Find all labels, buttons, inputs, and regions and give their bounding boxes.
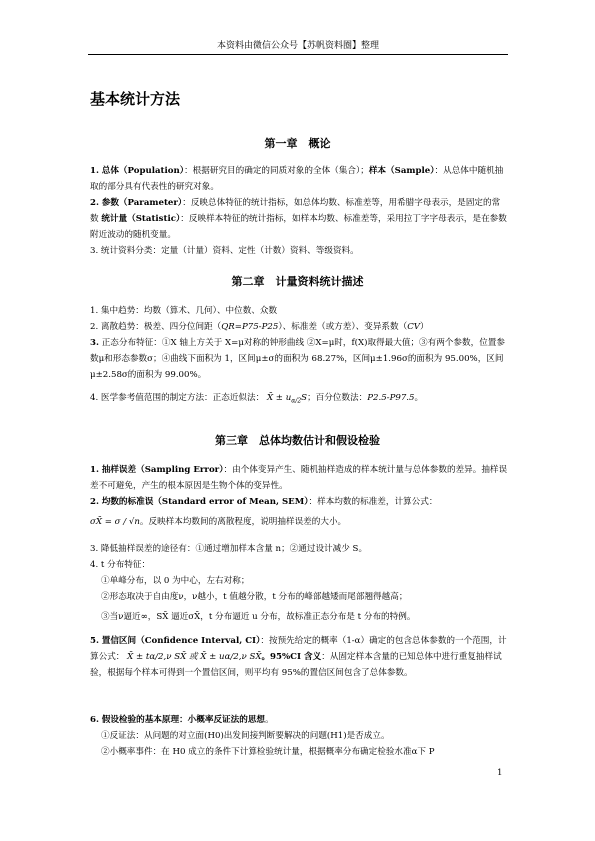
percentile-formula: P2.5-P97.5 bbox=[367, 393, 415, 403]
term-sampling-error: 抽样误差（Sampling Error） bbox=[101, 465, 224, 475]
item-number: 1. bbox=[90, 465, 99, 475]
term-statistic: 统计量（Statistic） bbox=[101, 214, 181, 224]
text-span: ；百分位数法： bbox=[307, 393, 368, 403]
ci-formula: X̄ ± tα/2,ν SX̄ 或 X̄ ± uα/2,ν SX̄ bbox=[127, 652, 262, 662]
normal-distribution-features: 正态分布特征：①X 轴上方关于 X=μ对称的钟形曲线 ②X=μ时，f(X)取得最大值；③有两个参数，位置参数μ和形态参数σ；④曲线下面积为 1，区间μ±σ的面积为 68.27%，区间μ±1.96σ的面积为 95.00%，区间μ±2.58σ的面积为 99.00%。 bbox=[90, 338, 505, 380]
item-number: 5. bbox=[90, 636, 99, 646]
item-number: 6. bbox=[90, 715, 99, 725]
item-number: 3. bbox=[90, 338, 99, 348]
ch2-paragraph-1: 1. 集中趋势：均数（算术、几何）、中位数、众数 bbox=[90, 306, 278, 316]
term-95ci: 。95%CI 含义 bbox=[261, 652, 322, 662]
item-number: 2. bbox=[90, 198, 99, 208]
definition-text: ：反映总体特征的统计指标，如总体均数、标准差等，用希腊字母表示，是固定的常数 bbox=[90, 198, 501, 224]
term-population: 总体（Population） bbox=[101, 166, 185, 176]
ch1-paragraph-1 bbox=[90, 163, 508, 195]
hypothesis-principle-1: ①反证法：从问题的对立面(H0)出发间接判断要解决的问题(H1)是否成立。 bbox=[101, 731, 390, 741]
term-standard-error: 均数的标准误（Standard error of Mean, SEM） bbox=[101, 497, 309, 507]
chapter-3-heading: 第三章 总体均数估计和假设检验 bbox=[215, 434, 380, 447]
ch3-paragraph-2 bbox=[90, 494, 508, 510]
formula-subscript: α/2 bbox=[291, 397, 302, 405]
text-span: 。 bbox=[265, 715, 274, 725]
chapter-2-heading: 第二章 计量资料统计描述 bbox=[231, 275, 364, 288]
text-span: 2. 离散趋势：极差、四分位间距（ bbox=[90, 322, 222, 332]
definition-text: ：从固定样本含量的已知总体中进行重复抽样试验，根据每个样本可得到一个置信区间，则平均有 95%的置信区间包含了总体参数。 bbox=[90, 652, 502, 678]
reference-range-formula bbox=[267, 393, 307, 403]
text-span: ） bbox=[420, 322, 429, 332]
term-confidence-interval: 置信区间（Confidence Interval, CI） bbox=[101, 636, 261, 646]
ch3-paragraph-4: 4. t 分布特征： bbox=[90, 560, 151, 570]
cv-symbol: CV bbox=[407, 322, 421, 332]
ch1-paragraph-2 bbox=[90, 195, 508, 243]
t-dist-feature-3: ③当ν逼近∞，SX̄ 逼近σX̄，t 分布逼近 u 分布，故标准正态分布是 t 分布的特例。 bbox=[101, 612, 416, 622]
ch3-paragraph-3: 3. 降低抽样误差的途径有：①通过增加样本含量 n；②通过设计减少 S。 bbox=[90, 544, 368, 554]
definition-text: ：从总体中随机抽取的部分具有代表性的研究对象。 bbox=[90, 166, 504, 192]
formula-part: S bbox=[301, 393, 308, 403]
formula-part: X̄ ± u bbox=[266, 393, 292, 403]
term-sample: 样本（Sample） bbox=[368, 166, 435, 176]
ch3-paragraph-6 bbox=[90, 712, 508, 728]
text-span: ）、标准差（或方差）、变异系数（ bbox=[278, 322, 408, 332]
ch3-paragraph-2b bbox=[90, 514, 508, 530]
hypothesis-principle-2: ②小概率事件：在 H0 成立的条件下计算检验统计量，根据概率分布确定检验水准α下 P bbox=[101, 747, 435, 757]
definition-text: ：按预先给定的概率（1-α）确定的包含总体参数的一个范围，计算公式： bbox=[90, 636, 507, 662]
sem-formula: σX̄ = σ / √n bbox=[90, 517, 140, 527]
page-number: 1 bbox=[497, 768, 503, 778]
definition-text: ：根据研究目的确定的同质对象的全体（集合）； bbox=[184, 166, 369, 176]
chapter-1-heading: 第一章 概论 bbox=[264, 137, 331, 150]
ch3-paragraph-1 bbox=[90, 462, 508, 494]
text-span: 。 bbox=[414, 393, 424, 403]
definition-text: 。反映样本均数间的离散程度，说明抽样误差的大小。 bbox=[139, 517, 347, 527]
definition-text: ：由个体变异产生、随机抽样造成的样本统计量与总体参数的差异。抽样误差不可避免，产生的根本原因是生物个体的变异性。 bbox=[90, 465, 508, 491]
t-dist-feature-1: ①单峰分布，以 0 为中心，左右对称； bbox=[101, 576, 250, 586]
definition-text: ：反映样本特征的统计指标，如样本均数、标准差等，采用拉丁字字母表示，是在参数附近波动的随机变量。 bbox=[90, 214, 507, 240]
text-span: 4. 医学参考值范围的制定方法：正态近似法： bbox=[90, 393, 265, 403]
page-header: 本资料由微信公众号【苏帆资料圈】整理 bbox=[216, 41, 379, 51]
ch1-paragraph-3: 3. 统计资料分类：定量（计量）资料、定性（计数）资料、等级资料。 bbox=[90, 246, 359, 256]
ch2-paragraph-4 bbox=[90, 390, 508, 410]
item-number: 1. bbox=[90, 166, 99, 176]
term-hypothesis-testing: 假设检验的基本原理：小概率反证法的思想 bbox=[101, 715, 266, 725]
quartile-range-formula: QR=P75-P25 bbox=[221, 322, 279, 332]
ch2-paragraph-3 bbox=[90, 335, 508, 383]
term-parameter: 参数（Parameter） bbox=[101, 198, 183, 208]
ch3-paragraph-5 bbox=[90, 633, 508, 681]
document-title: 基本统计方法 bbox=[90, 90, 181, 108]
ch2-paragraph-2 bbox=[90, 319, 508, 335]
t-dist-feature-2: ②形态取决于自由度ν，ν越小，t 值越分散，t 分布的峰部越矮而尾部翘得越高； bbox=[101, 592, 408, 602]
item-number: 2. bbox=[90, 497, 99, 507]
definition-text: ：样本均数的标准差，计算公式： bbox=[308, 497, 438, 507]
header-rule bbox=[88, 54, 508, 55]
